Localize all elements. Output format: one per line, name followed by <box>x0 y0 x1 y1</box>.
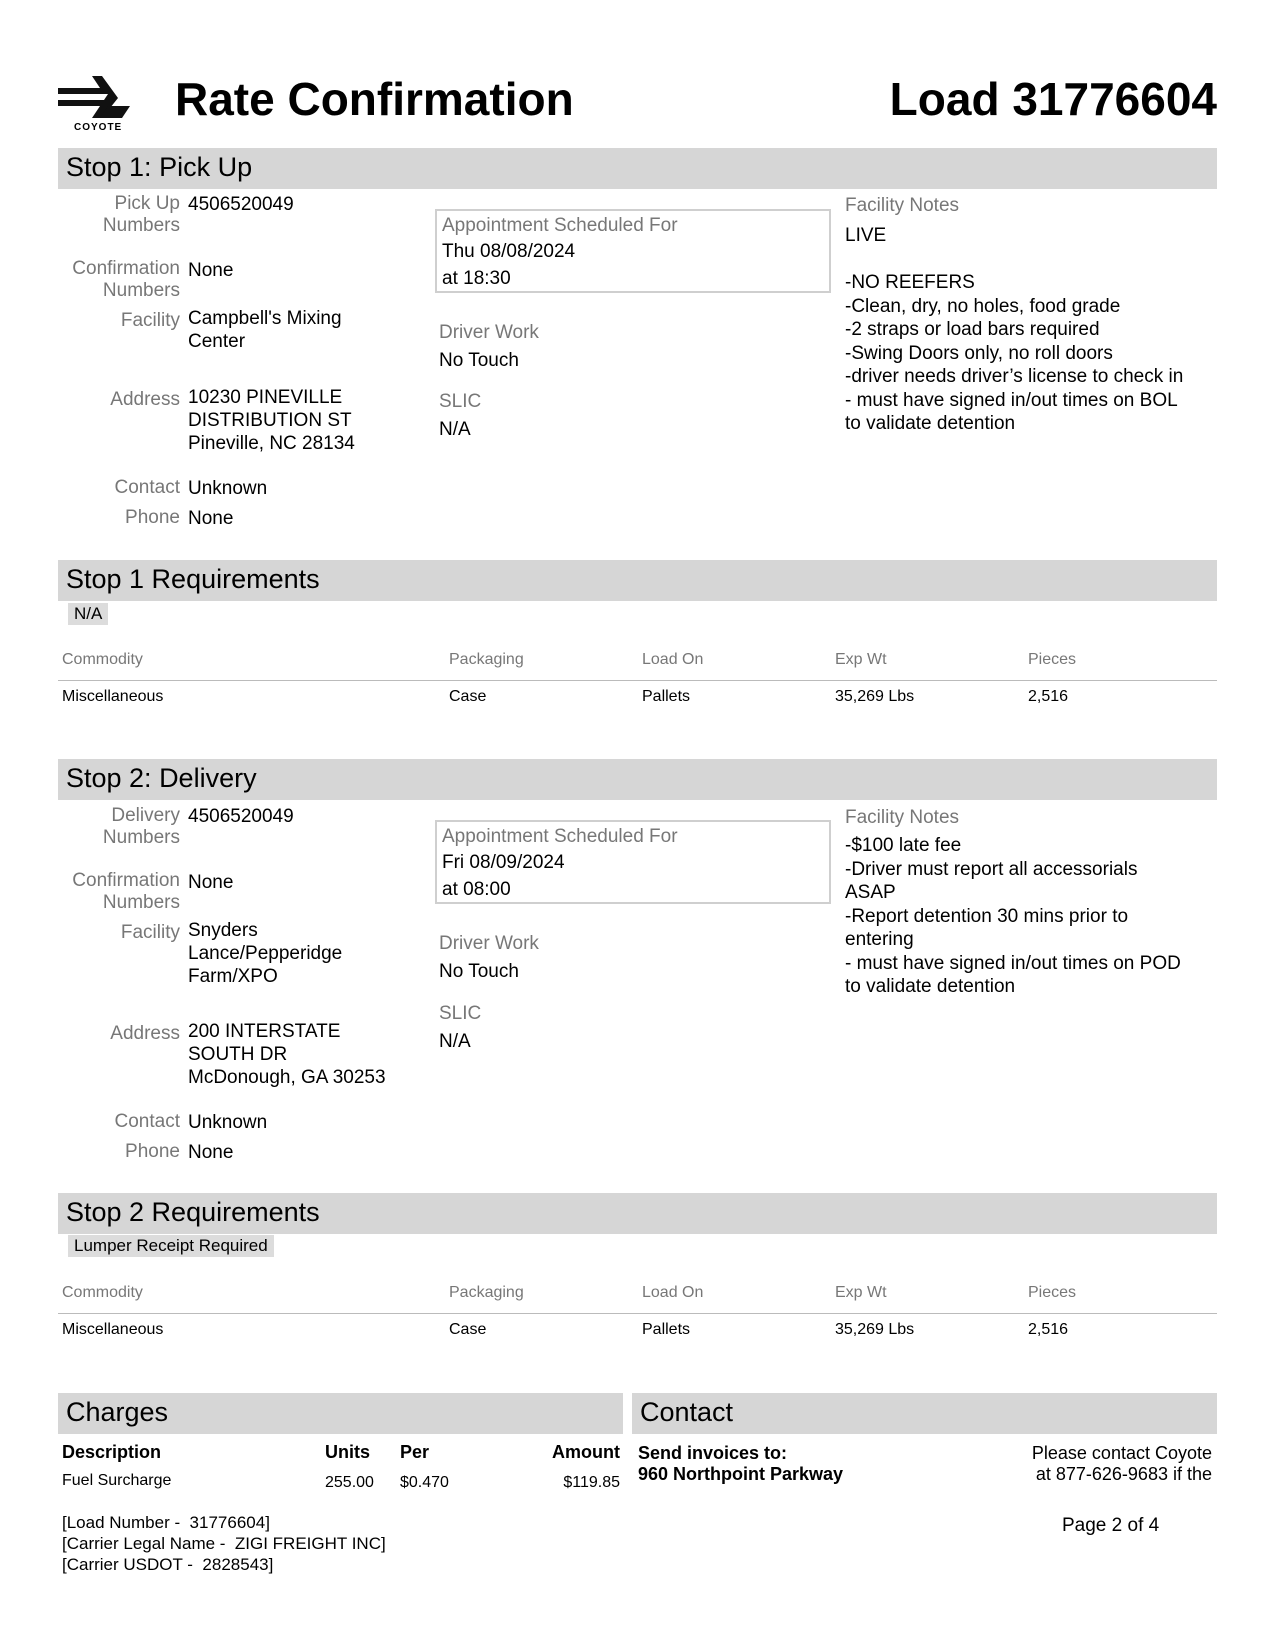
note-line: -Swing Doors only, no roll doors <box>845 342 1113 364</box>
col-commodity: Commodity <box>62 651 143 668</box>
cell-pieces: 2,516 <box>1028 1321 1069 1338</box>
stop1-address <box>188 386 355 455</box>
stop1-appt-label: Appointment Scheduled For <box>442 215 678 236</box>
send-invoices-label: Send invoices to: <box>638 1443 788 1463</box>
note-line: - must have signed in/out times on BOL <box>845 389 1178 411</box>
address-line: Pineville, NC 28134 <box>188 433 355 454</box>
col-commodity: Commodity <box>62 1284 143 1301</box>
col-load-on: Load On <box>642 651 704 668</box>
note-line: -$100 late fee <box>845 835 962 856</box>
stop2-confirmation: None <box>188 872 234 893</box>
stop2-req-badge: Lumper Receipt Required <box>68 1235 274 1257</box>
logo-text: COYOTE <box>74 122 123 133</box>
contact-title: Contact <box>640 1397 734 1427</box>
stop2-appointment-box <box>435 820 831 904</box>
stop1-appt-time: at 18:30 <box>442 268 511 289</box>
stop2-driver-work: No Touch <box>439 961 519 982</box>
stop2-requirements-header <box>58 1193 1217 1234</box>
stop1-phone-label: Phone <box>125 507 180 528</box>
cell-exp-wt: 35,269 Lbs <box>835 1321 915 1338</box>
facility-line: Campbell's Mixing <box>188 308 342 329</box>
col-packaging: Packaging <box>449 1284 524 1301</box>
contact-note-line: Please contact Coyote <box>1031 1443 1212 1463</box>
stop1-driver-work: No Touch <box>439 350 519 371</box>
charges-col-amount: Amount <box>552 1442 620 1462</box>
stop2-req-title: Stop 2 Requirements <box>66 1197 320 1227</box>
charges-header <box>58 1393 623 1434</box>
note-line: ASAP <box>845 882 896 903</box>
stop2-appt-label: Appointment Scheduled For <box>442 826 678 847</box>
note-line: to validate detention <box>845 413 1016 434</box>
facility-line: Center <box>188 331 246 352</box>
note-line: - must have signed in/out times on POD <box>845 952 1181 974</box>
address-line: DISTRIBUTION ST <box>188 410 352 431</box>
stop2-phone: None <box>188 1142 234 1163</box>
stop2-slic-label: SLIC <box>439 1003 482 1024</box>
stop2-contact: Unknown <box>188 1112 268 1133</box>
stop1-confirmation-label: Confirmation Numbers <box>72 258 180 301</box>
stop1-facility-label: Facility <box>120 310 180 331</box>
stop1-appointment-box <box>435 209 831 293</box>
stop1-address-label: Address <box>110 389 180 410</box>
stop1-contact-label: Contact <box>114 477 180 498</box>
stop1-req-title: Stop 1 Requirements <box>66 564 320 594</box>
footer-line: [Carrier USDOT - 2828543] <box>62 1555 274 1574</box>
stop2-facility-label: Facility <box>120 922 180 943</box>
note-line: to validate detention <box>845 976 1016 997</box>
stop1-driver-work-label: Driver Work <box>439 322 539 343</box>
stop2-numbers: 4506520049 <box>188 806 294 827</box>
address-line: McDonough, GA 30253 <box>188 1067 386 1088</box>
facility-line: Lance/Pepperidge <box>188 943 343 964</box>
cell-load-on: Pallets <box>642 1321 691 1338</box>
contact-note-line: at 877-626-9683 if the <box>1035 1464 1212 1484</box>
stop2-facility-notes <box>845 834 1225 999</box>
stop2-numbers-label: Delivery Numbers <box>102 805 180 848</box>
stop2-contact-label: Contact <box>114 1111 180 1132</box>
address-line: 10230 PINEVILLE <box>188 387 343 408</box>
stop2-driver-work-label: Driver Work <box>439 933 539 954</box>
note-line: entering <box>845 929 914 950</box>
note-line: -2 straps or load bars required <box>845 319 1100 340</box>
address-line: SOUTH DR <box>188 1044 288 1065</box>
charges-title: Charges <box>66 1397 169 1427</box>
note-line: -driver needs driver’s license to check in <box>845 366 1184 387</box>
cell-packaging: Case <box>449 688 487 705</box>
stop1-contact: Unknown <box>188 478 268 499</box>
col-exp-wt: Exp Wt <box>835 1284 887 1301</box>
coyote-logo <box>56 72 134 134</box>
charges-description: Fuel Surcharge <box>62 1472 172 1489</box>
stop1-header <box>58 148 1217 189</box>
charges-amount: $119.85 <box>563 1474 620 1491</box>
stop1-slic-label: SLIC <box>439 391 482 412</box>
cell-load-on: Pallets <box>642 688 691 705</box>
load-number: Load 31776604 <box>889 73 1217 125</box>
stop2-title: Stop 2: Delivery <box>66 763 257 793</box>
note-line: -Report detention 30 mins prior to <box>845 905 1129 927</box>
note-line: -Clean, dry, no holes, food grade <box>845 295 1121 317</box>
coyote-logo-icon <box>56 72 134 120</box>
col-exp-wt: Exp Wt <box>835 651 887 668</box>
stop2-header <box>58 759 1217 800</box>
contact-header <box>632 1393 1217 1434</box>
cell-commodity: Miscellaneous <box>62 1321 164 1338</box>
footer-line: [Carrier Legal Name - ZIGI FREIGHT INC] <box>62 1534 386 1553</box>
page-number: Page 2 of 4 <box>1062 1515 1160 1536</box>
address-line: 200 INTERSTATE <box>188 1021 341 1042</box>
stop1-req-badge: N/A <box>68 603 108 625</box>
stop1-requirements-header <box>58 560 1217 601</box>
facility-line: Snyders <box>188 920 258 941</box>
col-pieces: Pieces <box>1028 1284 1077 1301</box>
stop1-phone: None <box>188 508 234 529</box>
stop1-confirmation: None <box>188 260 234 281</box>
stop2-facility-notes-label: Facility Notes <box>845 807 960 828</box>
stop2-facility <box>188 919 342 988</box>
stop2-address-label: Address <box>110 1023 180 1044</box>
stop1-appt-date: Thu 08/08/2024 <box>442 241 576 262</box>
divider <box>58 680 1217 681</box>
charges-col-description: Description <box>62 1442 162 1462</box>
col-pieces: Pieces <box>1028 651 1077 668</box>
stop1-facility <box>188 307 342 353</box>
stop1-numbers-label: Pick Up Numbers <box>102 193 180 236</box>
invoice-address: 960 Northpoint Parkway <box>638 1464 844 1484</box>
stop2-slic: N/A <box>439 1031 471 1052</box>
page-title: Rate Confirmation <box>175 73 574 125</box>
footer-line: [Load Number - 31776604] <box>62 1513 270 1532</box>
charges-col-per: Per <box>400 1442 430 1462</box>
stop2-address <box>188 1020 386 1089</box>
note-line: -Driver must report all accessorials <box>845 858 1138 880</box>
facility-line: Farm/XPO <box>188 966 278 987</box>
stop1-facility-notes-label: Facility Notes <box>845 195 960 216</box>
stop1-title: Stop 1: Pick Up <box>66 152 253 182</box>
cell-pieces: 2,516 <box>1028 688 1069 705</box>
divider <box>58 1313 1217 1314</box>
cell-exp-wt: 35,269 Lbs <box>835 688 915 705</box>
footer-carrier-info <box>62 1512 386 1575</box>
note-line: LIVE <box>845 225 887 246</box>
col-load-on: Load On <box>642 1284 704 1301</box>
stop2-appt-date: Fri 08/09/2024 <box>442 852 565 873</box>
stop2-phone-label: Phone <box>125 1141 180 1162</box>
stop2-confirmation-label: Confirmation Numbers <box>72 870 180 913</box>
charges-per: $0.470 <box>400 1474 449 1491</box>
charges-units: 255.00 <box>325 1474 374 1491</box>
note-line: -NO REEFERS <box>845 272 975 293</box>
cell-packaging: Case <box>449 1321 487 1338</box>
contact-note <box>1032 1443 1212 1485</box>
stop2-appt-time: at 08:00 <box>442 879 511 900</box>
col-packaging: Packaging <box>449 651 524 668</box>
charges-col-units: Units <box>325 1442 370 1462</box>
stop1-facility-notes <box>845 224 1225 436</box>
stop1-numbers: 4506520049 <box>188 194 294 215</box>
cell-commodity: Miscellaneous <box>62 688 164 705</box>
stop1-slic: N/A <box>439 419 471 440</box>
note-line <box>845 248 1225 272</box>
